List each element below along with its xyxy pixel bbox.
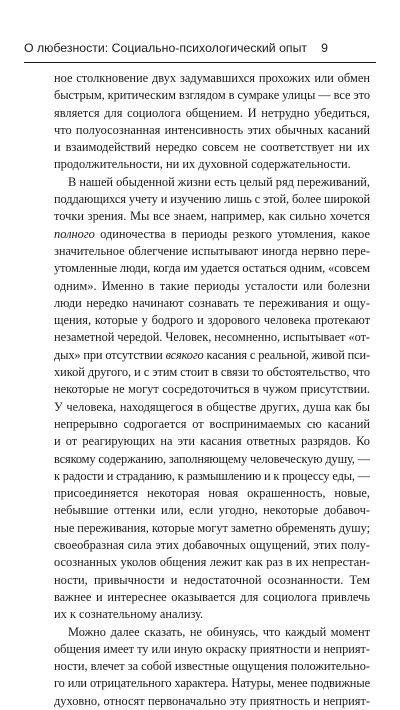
text-line	[54, 451, 370, 468]
text-line	[54, 468, 370, 485]
text-segment: дых» при отсутствии	[54, 347, 166, 362]
text-line	[54, 381, 370, 398]
italic-text: всякого	[165, 347, 204, 362]
text-line	[54, 87, 370, 104]
text-line	[54, 260, 370, 277]
text-line	[54, 329, 370, 346]
text-segment: своеобразная сила этих добавочных ощущений, этих полу-	[54, 538, 370, 553]
text-segment: поддающихся учету и изучению лишь с этой, более широкой	[54, 192, 370, 207]
text-line	[54, 485, 370, 502]
text-segment: и взаимодействий нередко совсем не соответствует ни их	[54, 140, 370, 155]
text-line	[54, 641, 370, 658]
text-line	[54, 433, 370, 450]
text-line	[54, 295, 370, 312]
text-segment: ные переживания, которые могут заметно обременять душу;	[54, 520, 370, 535]
text-line	[54, 347, 370, 364]
text-segment: утомленные люди, когда им удается остаться одним, «совсем	[54, 261, 370, 276]
text-segment: и от реагирующих на эти касания ответных разрядов. Ко	[54, 434, 370, 449]
text-line	[54, 122, 370, 139]
text-segment: что полуосознанная интенсивность этих обычных касаний	[54, 122, 370, 137]
text-segment: ное столкновение двух задумавшихся прохожих или обмен	[54, 71, 370, 85]
text-line	[54, 399, 370, 416]
text-segment: некоторые не могут сосредоточиться в чужом присутствии.	[54, 382, 370, 397]
text-line	[54, 105, 370, 122]
text-segment: точки зрения. Мы все знаем, например, как сильно хочется	[54, 209, 370, 224]
text-segment: значительное облегчение испытывают иногда нервно пере-	[54, 243, 370, 258]
text-line	[54, 208, 370, 225]
text-line	[54, 226, 370, 243]
text-line	[54, 243, 370, 260]
text-segment: является для социолога общением. И нетрудно убедиться,	[54, 105, 370, 120]
text-segment: незаметной чередой. Человек, несомненно, испытывает «от-	[54, 330, 370, 345]
text-segment: осознанных уколов общения лежит как раз в их непрестан-	[54, 555, 370, 570]
text-segment: касания с реальной, живой пси-	[203, 347, 370, 362]
paragraph-first-line	[54, 624, 370, 641]
text-line	[54, 693, 370, 710]
text-segment: их к сознательному анализу.	[54, 607, 204, 622]
text-segment: к радости и страданию, к размышлению и к процессу еды, —	[54, 468, 370, 483]
text-segment: го или отрицательного характера. Натуры, менее подвижные	[54, 676, 370, 691]
text-segment: ности, привычности и недостаточной осознанности. Тем	[54, 572, 370, 587]
text-segment: продолжительности, ни их духовной содержательности.	[54, 157, 351, 172]
text-segment: В нашей обыденной жизни есть целый ряд переживаний,	[68, 174, 370, 189]
text-line	[54, 554, 370, 571]
text-line	[54, 70, 370, 87]
italic-text: полного	[54, 226, 95, 241]
text-line	[54, 658, 370, 675]
text-line	[54, 416, 370, 433]
paragraph-first-line	[54, 174, 370, 191]
text-segment: ности, влечет за собой известные ощущения положительно-	[54, 659, 370, 674]
text-segment: общения имеет ту или иную окраску приятности и неприят-	[54, 641, 370, 656]
text-line	[54, 675, 370, 692]
text-line	[54, 156, 370, 173]
text-line	[54, 606, 370, 623]
text-line	[54, 139, 370, 156]
body-text	[54, 70, 370, 710]
text-segment: присоединяется некоторая новая окрашенность, новые,	[54, 486, 370, 501]
text-segment: одним». Именно в такие периоды усталости или болезни	[54, 278, 370, 293]
text-line	[54, 312, 370, 329]
running-title: О любезности: Социально-психологический опыт	[24, 41, 308, 55]
text-segment: хикой другого, и с этим стоит в связи то обстоятельство, что	[54, 365, 370, 380]
text-segment: одиночества в периоды резкого утомления, какое	[94, 226, 370, 241]
text-segment: всякому содержанию, заполняющему человеческую душу, —	[54, 451, 370, 466]
text-segment: У человека, находящегося в обществе других, душа как бы	[54, 399, 370, 414]
text-segment: непрерывно содрогается от воспринимаемых сю касаний	[54, 416, 370, 431]
text-segment: важнее и интереснее оказывается для социолога привлечь	[54, 589, 370, 604]
text-segment: быстрым, критическим взглядом в сумраке улицы — все это	[54, 88, 370, 103]
text-line	[54, 502, 370, 519]
text-line	[54, 364, 370, 381]
text-line	[54, 191, 370, 208]
text-line	[54, 589, 370, 606]
running-header	[24, 40, 376, 56]
text-line	[54, 278, 370, 295]
text-segment: духовно, относят первоначально эту приятность и неприят-	[54, 693, 370, 708]
text-line	[54, 520, 370, 537]
text-line	[54, 537, 370, 554]
text-segment: люди нередко начинают сознавать те переживания и ощу-	[54, 295, 370, 310]
page-number: 9	[321, 41, 328, 55]
text-segment: щения, которые у бодрого и здорового человека протекают	[54, 313, 370, 328]
text-segment: небывшие оттенки или, если угодно, некоторые добавоч-	[54, 503, 370, 518]
header-rule	[24, 62, 376, 63]
text-segment: Можно далее сказать, не обинуясь, что каждый момент	[68, 624, 370, 639]
text-line	[54, 572, 370, 589]
